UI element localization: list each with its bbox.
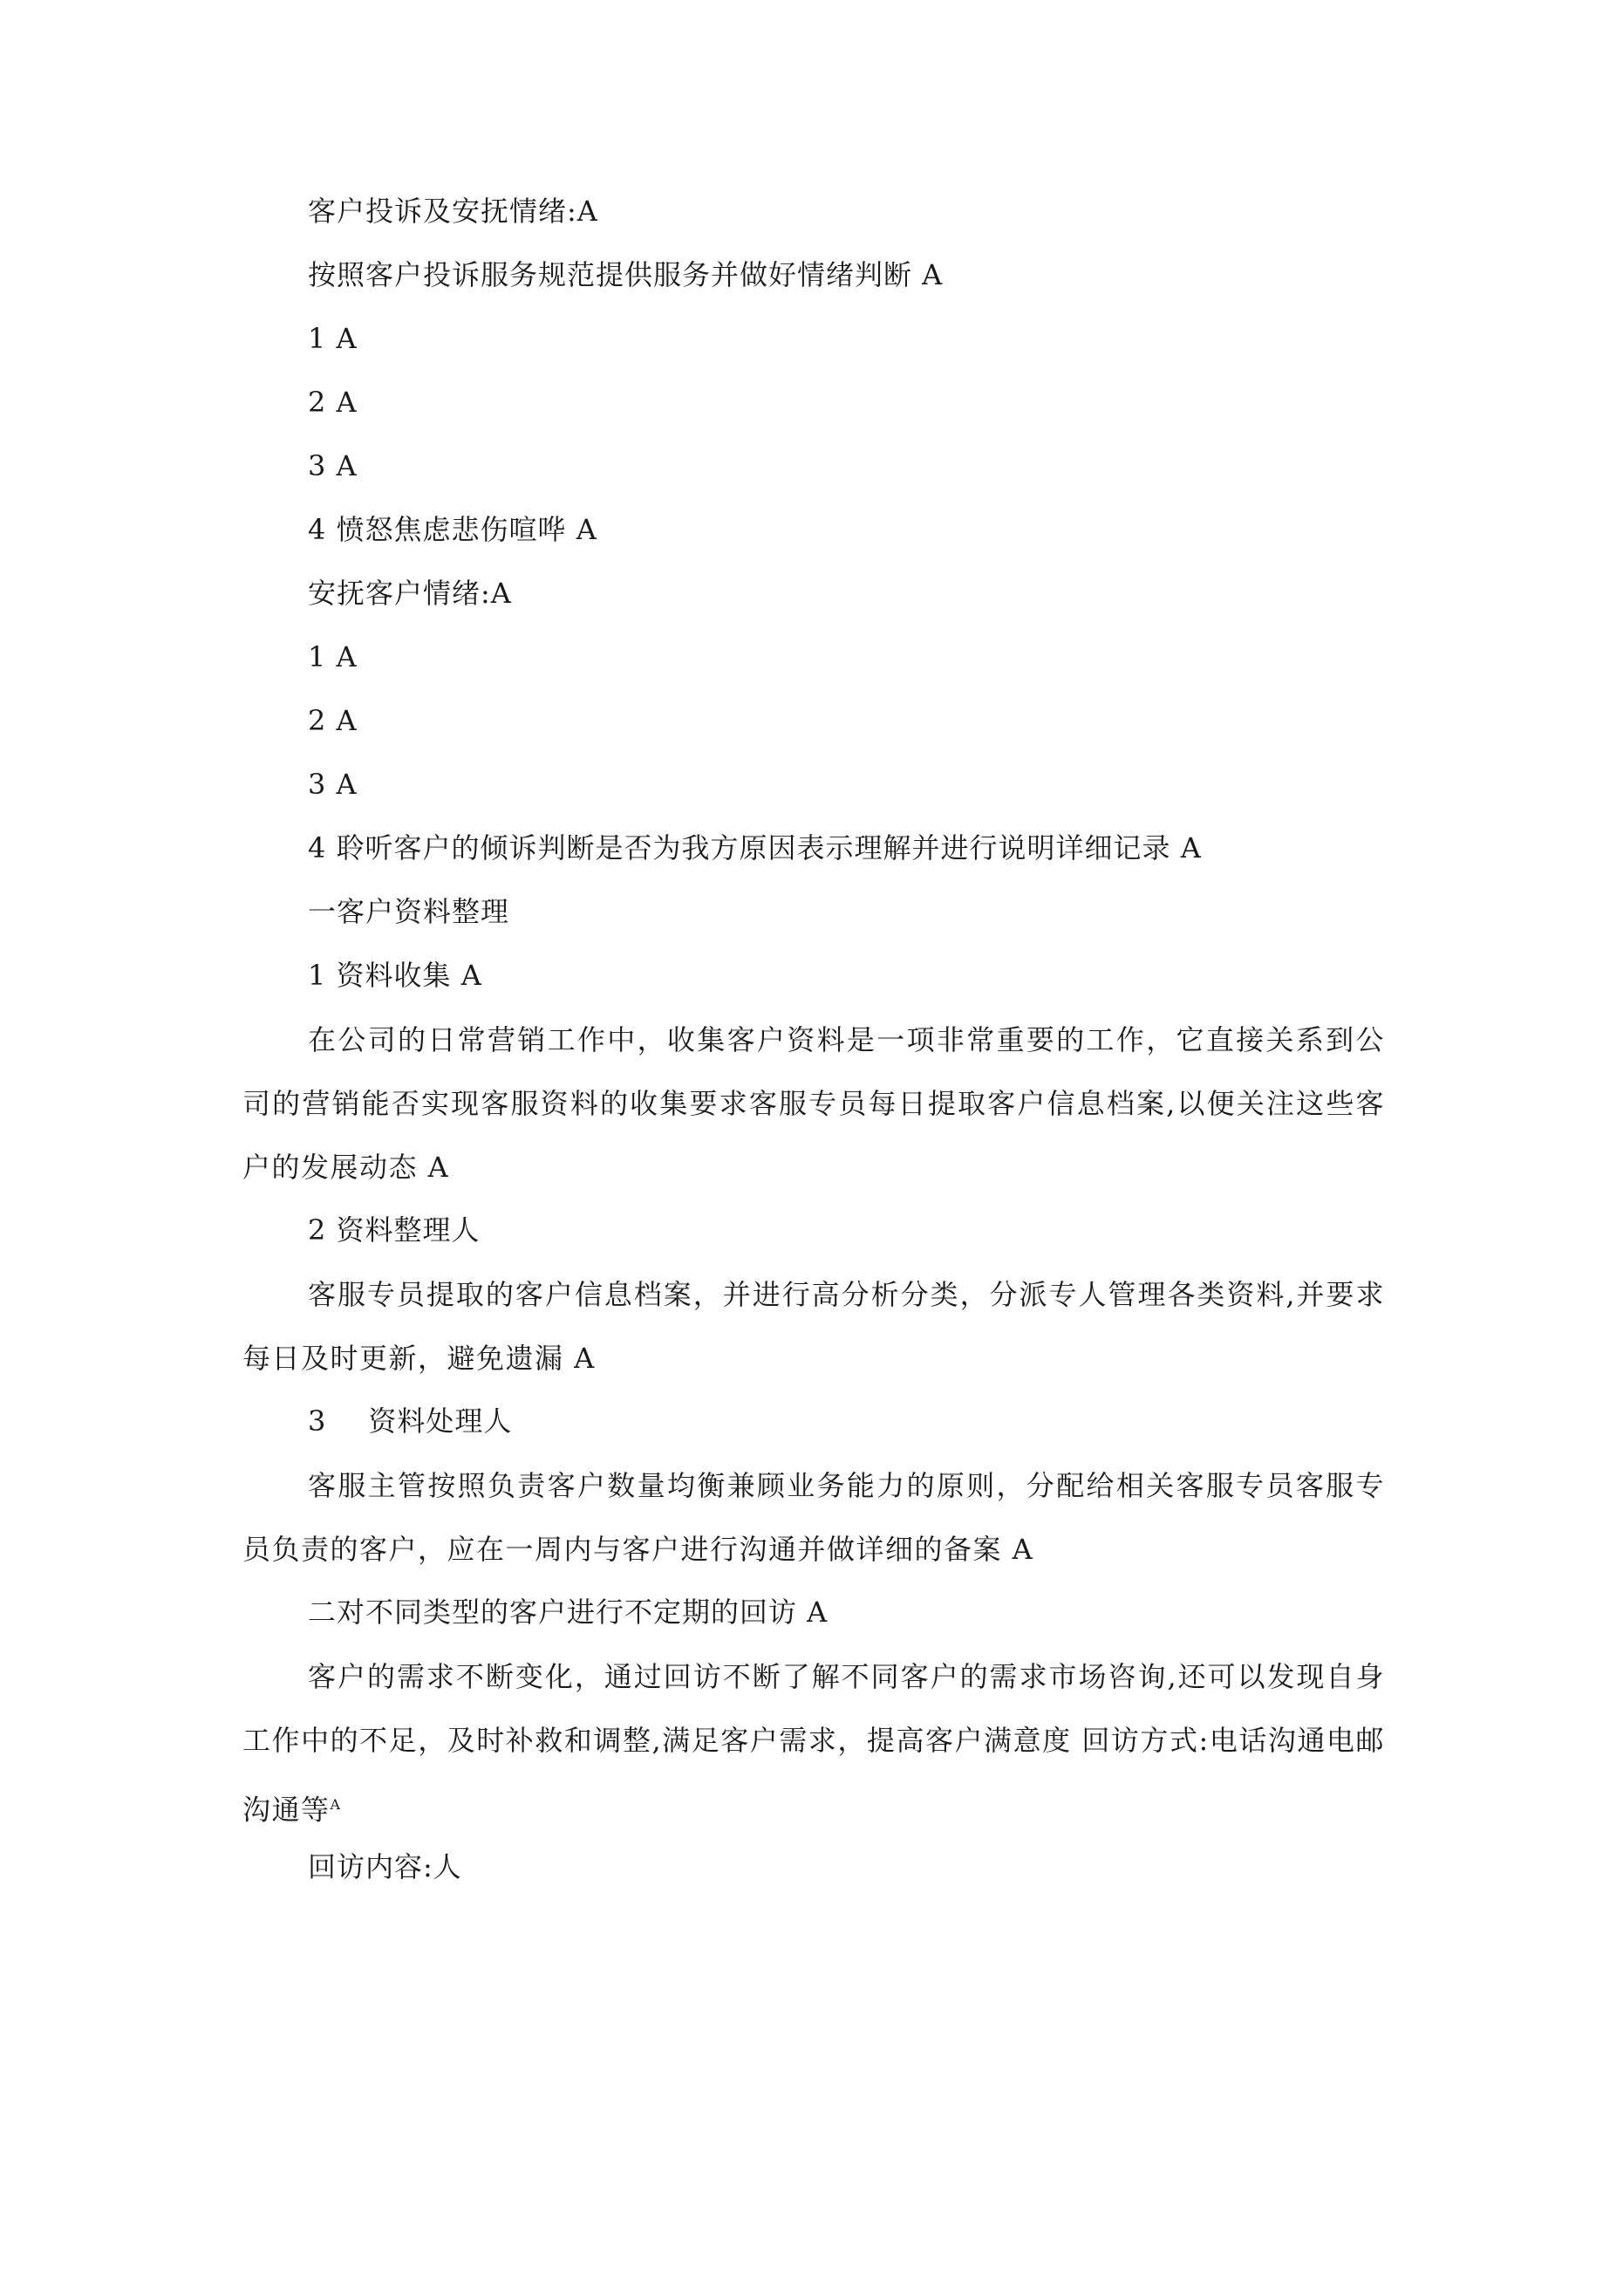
text-line: 2 A <box>308 386 358 419</box>
subsection-heading: 回访内容:人 <box>308 1850 462 1883</box>
subsection-heading: 1 资料收集 A <box>308 959 482 992</box>
body-paragraph: 客服主管按照负责客户数量均衡兼顾业务能力的原则，分配给相关客服专员客服专员负责的客户，应在一周内与客户进行沟通并做详细的备案 A <box>242 1469 1385 1566</box>
heading-text: 资料处理人 <box>368 1404 513 1438</box>
text-line: 1 A <box>308 322 358 355</box>
paragraph-tail-mark: A <box>330 1796 342 1813</box>
section-heading: 二对不同类型的客户进行不定期的回访 A <box>308 1596 829 1629</box>
body-paragraph <box>242 1645 1385 1842</box>
heading-number: 3 <box>308 1404 327 1438</box>
text-line: 安抚客户情绪:A <box>308 577 512 610</box>
text-line: 按照客户投诉服务规范提供服务并做好情绪判断 A <box>308 258 944 291</box>
body-paragraph: 在公司的日常营销工作中，收集客户资料是一项非常重要的工作，它直接关系到公司的营销能否实现客服资料的收集要求客服专员每日提取客户信息档案,以便关注这些客户的发展动态 A <box>242 1023 1385 1184</box>
text-line: 4 聆听客户的倾诉判断是否为我方原因表示理解并进行说明详细记录 A <box>308 831 1202 864</box>
text-line: 客户投诉及安抚情绪:A <box>308 195 598 228</box>
section-heading: 一客户资料整理 <box>308 895 510 928</box>
text-line: 4 愤怒焦虑悲伤喧哗 A <box>308 513 597 546</box>
subsection-heading <box>308 1404 512 1438</box>
text-line: 1 A <box>308 640 358 673</box>
paragraph-text: 客户的需求不断变化，通过回访不断了解不同客户的需求市场咨询,还可以发现自身工作中的不足，及时补救和调整,满足客户需求，提高客户满意度 回访方式:电话沟通电邮沟通等 <box>242 1660 1385 1827</box>
text-line: 3 A <box>308 768 358 801</box>
body-paragraph: 客服专员提取的客户信息档案，并进行高分析分类，分派专人管理各类资料,并要求每日及时更新，避免遗漏 A <box>242 1278 1385 1375</box>
text-line: 2 A <box>308 704 358 737</box>
subsection-heading: 2 资料整理人 <box>308 1213 481 1247</box>
text-line: 3 A <box>308 449 358 482</box>
